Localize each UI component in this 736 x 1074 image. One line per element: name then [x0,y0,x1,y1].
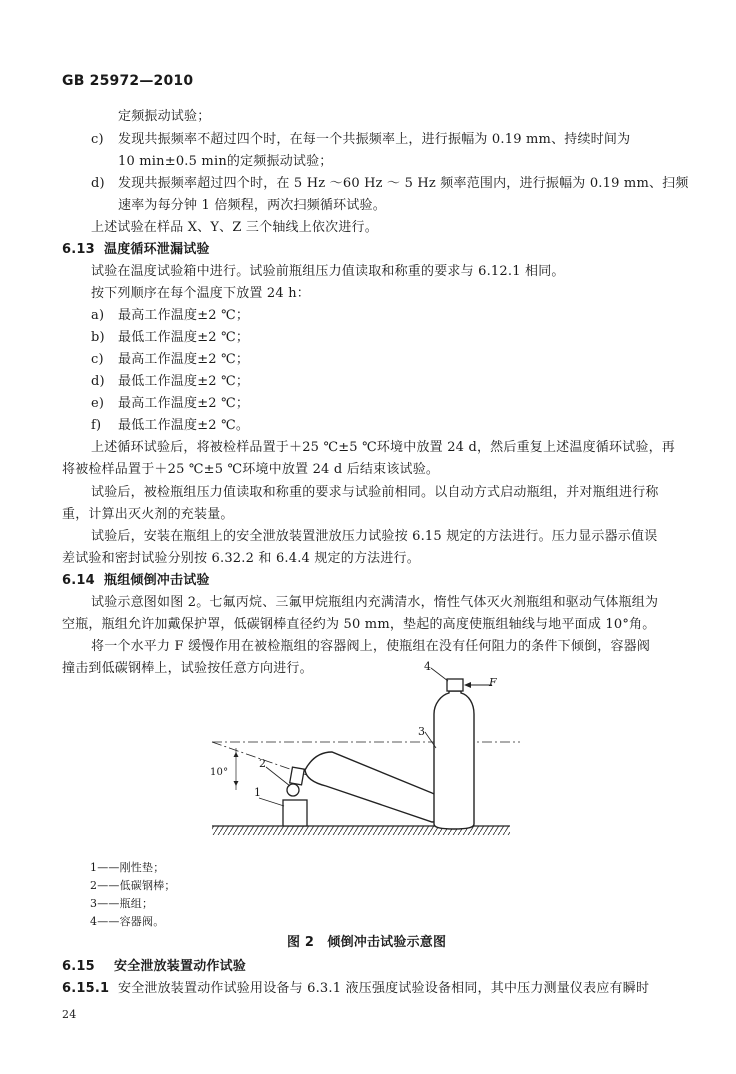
leader-line-4 [431,668,448,681]
text-line: 定频振动试验； [118,109,211,124]
label-4: 4 [424,660,432,673]
paragraph: 差试验和密封试验分别按 6.32.2 和 6.4.4 规定的方法进行。 [62,551,420,566]
list-marker: c) [91,352,104,367]
section-number: 6.13 [62,242,95,257]
list-marker: c) [91,132,104,147]
list-item: 最低工作温度±2 ℃。 [118,418,250,433]
text-line: 发现共振频率超过四个时，在 5 Hz ～60 Hz ～ 5 Hz 频率范围内，进行振幅为 0.19 mm、扫频 [118,176,689,191]
subsection-number: 6.15.1 [62,981,110,996]
paragraph: 将被检样品置于＋25 ℃±5 ℃环境中放置 24 d 后结束该试验。 [62,462,440,477]
legend-item: 3——瓶组； [90,897,154,910]
legend-item: 1——刚性垫； [90,861,165,874]
paragraph: 重，计算出灭火剂的充装量。 [62,507,234,522]
list-item: 最低工作温度±2 ℃； [118,330,250,345]
fallen-cylinder [305,752,443,822]
page-number: 24 [62,1008,77,1021]
fallen-cylinder-valve [290,767,305,785]
list-item: 最高工作温度±2 ℃； [118,308,250,323]
list-item: 最高工作温度±2 ℃； [118,396,250,411]
steel-rod [287,784,299,796]
list-marker: e) [91,396,105,411]
text-line: 发现共振频率不超过四个时，在每一个共振频率上，进行振幅为 0.19 mm、持续时间为 [118,132,631,147]
label-3: 3 [418,725,426,738]
label-1: 1 [254,786,262,799]
leader-line-1 [259,798,284,806]
paragraph: 撞击到低碳钢棒上，试验按任意方向进行。 [62,661,313,676]
text-line: 速率为每分钟 1 倍频程，两次扫频循环试验。 [118,198,386,213]
legend-item: 2——低碳钢棒； [90,879,176,892]
list-item: 最高工作温度±2 ℃； [118,352,250,367]
section-title: 温度循环泄漏试验 [104,242,210,257]
legend-item: 4——容器阀。 [90,915,165,928]
section-number: 6.15 [62,959,95,974]
text-line: 上述试验在样品 X、Y、Z 三个轴线上依次进行。 [91,220,378,235]
paragraph: 试验示意图如图 2。七氟丙烷、三氟甲烷瓶组内充满清水，惰性气体灭火剂瓶组和驱动气体瓶组为 [91,595,659,610]
paragraph: 试验后，安装在瓶组上的安全泄放装置泄放压力试验按 6.15 规定的方法进行。压力显示器示值误 [91,529,658,544]
paragraph: 按下列顺序在每个温度下放置 24 h： [91,286,310,301]
list-marker: b) [91,330,105,345]
list-item: 最低工作温度±2 ℃； [118,374,250,389]
angle-arrow-icon [234,781,239,786]
rigid-pad [283,800,307,826]
paragraph: 试验在温度试验箱中进行。试验前瓶组压力值读取和称重的要求与 6.12.1 相同。 [91,264,565,279]
section-number: 6.14 [62,573,95,588]
figure-caption: 图 2 倾倒冲击试验示意图 [287,935,447,950]
force-label: F [489,676,497,689]
section-title: 安全泄放装置动作试验 [114,959,247,974]
force-arrow-icon [464,682,471,688]
upright-cylinder [434,691,474,829]
section-title: 瓶组倾倒冲击试验 [104,573,210,588]
angle-arrow-icon [234,752,239,757]
container-valve [447,679,463,691]
text-line: 10 min±0.5 min的定频振动试验； [118,154,333,169]
angle-label: 10° [210,767,229,778]
list-marker: a) [91,308,105,323]
standard-number: GB 25972—2010 [62,73,194,89]
leader-line-2 [266,767,290,786]
paragraph: 安全泄放装置动作试验用设备与 6.3.1 液压强度试验设备相同，其中压力测量仪表应有瞬时 [118,981,650,996]
label-2: 2 [259,757,267,770]
list-marker: d) [91,374,105,389]
paragraph: 试验后，被检瓶组压力值读取和称重的要求与试验前相同。以自动方式启动瓶组，并对瓶组进行称 [91,485,659,500]
paragraph: 将一个水平力 F 缓慢作用在被检瓶组的容器阀上，使瓶组在没有任何阻力的条件下倾倒，容器阀 [91,639,651,654]
list-marker: f) [91,418,102,433]
paragraph: 上述循环试验后，将被检样品置于＋25 ℃±5 ℃环境中放置 24 d，然后重复上述温度循环试验，再 [91,440,675,455]
list-marker: d) [91,176,105,191]
paragraph: 空瓶，瓶组允许加戴保护罩，低碳钢棒直径约为 50 mm，垫起的高度使瓶组轴线与地平面成 10°角。 [62,617,656,632]
